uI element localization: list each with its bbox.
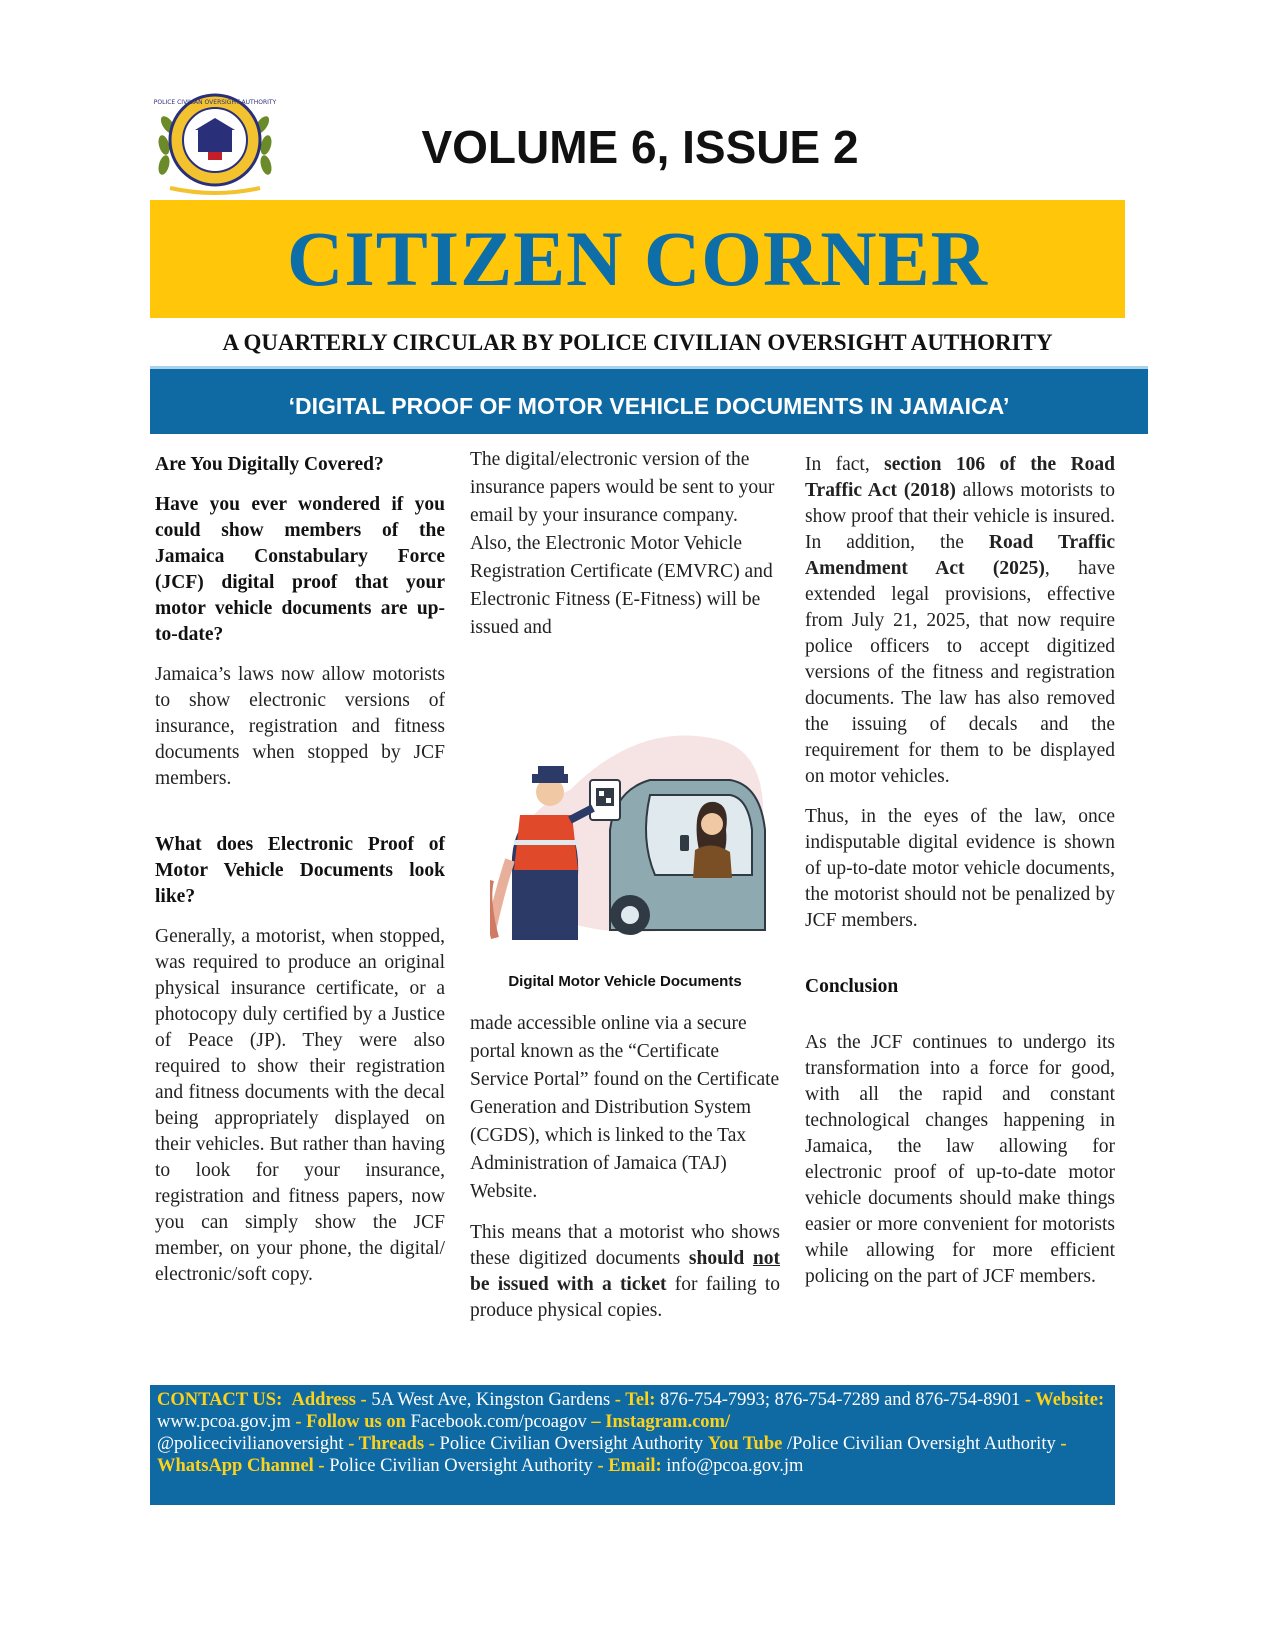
text-not: not: [752, 1248, 780, 1269]
contact-footer: [150, 1385, 1115, 1505]
follow-label: - Follow us on: [295, 1412, 406, 1432]
whatsapp-label: - WhatsApp Channel -: [157, 1434, 1067, 1476]
heading-what-does-proof-look-like: What does Electronic Proof of Motor Vehicle Documents look like?: [155, 834, 445, 907]
newsletter-title: CITIZEN CORNER: [287, 215, 988, 302]
email-link[interactable]: info@pcoa.gov.jm: [661, 1456, 804, 1476]
pcoa-logo: [150, 90, 280, 200]
column-2-continued: [470, 1010, 780, 1324]
title-banner: [150, 200, 1125, 318]
column-1: [155, 452, 445, 1288]
volume-issue: VOLUME 6, ISSUE 2: [421, 121, 859, 173]
threads-label: - Threads -: [348, 1434, 435, 1454]
paragraph-thus: Thus, in the eyes of the law, once indisputable digital evidence is shown of up-to-date motor vehicle documents, the motorist should not be penalized by JCF members.: [805, 806, 1115, 931]
text-be-issued-ticket: be issued with a ticket: [470, 1274, 667, 1295]
website-label: - Website:: [1024, 1390, 1105, 1410]
tel-value: 876-754-7993; 876-754-7289 and 876-754-8901: [655, 1390, 1025, 1410]
address-value: 5A West Ave, Kingston Gardens: [366, 1390, 615, 1410]
paragraph-generally: Generally, a motorist, when stopped, was required to produce an original physical insurance certificate, or a photocopy duly certified by a Justice of Peace (JP). They were also required to show their registration and fitness documents with the decal being appropriately displayed on their vehicles. But rather than having to look for your insurance, registration and fitness papers, now you can simply show the JCF member, on your phone, the digital/ electronic/soft copy.: [155, 926, 445, 1285]
paragraph-this-means: [470, 1220, 780, 1324]
paragraph-laws-allow: Jamaica’s laws now allow motorists to show electronic versions of insurance, registration and fitness documents when stopped by JCF members.: [155, 664, 445, 789]
instagram-label: – Instagram.com/: [591, 1412, 731, 1432]
newsletter-subtitle: A QUARTERLY CIRCULAR BY POLICE CIVILIAN OVERSIGHT AUTHORITY: [222, 330, 1053, 355]
contact-label: CONTACT US:: [157, 1390, 283, 1410]
youtube-value: /Police Civilian Oversight Authority: [782, 1434, 1061, 1454]
youtube-label: You Tube: [707, 1434, 783, 1454]
paragraph-conclusion: As the JCF continues to undergo its transformation into a force for good, with all the rapid and constant technological changes happening in Jamaica, the law allowing for electronic proof of up-to-date motor vehicle documents should make things easier or more convenient for motorists while allowing for more efficient policing on the part of JCF members.: [805, 1032, 1115, 1287]
paragraph-digital-version: The digital/electronic version of the insurance papers would be sent to your email by your insurance company. Also, the Electronic Motor Vehicle Registration Certificate (EMVRC) and Electronic Fitness (E-Fitness) will be issued and: [470, 449, 775, 638]
paragraph-in-fact: [805, 452, 1115, 790]
heading-conclusion: Conclusion: [805, 976, 899, 997]
logo-text: POLICE CIVILIAN OVERSIGHT AUTHORITY: [153, 99, 277, 106]
instagram-link[interactable]: @policecivilianoversight: [157, 1434, 349, 1454]
police-motorist-illustration: [490, 700, 775, 940]
figure-caption: Digital Motor Vehicle Documents: [508, 973, 742, 990]
heading-have-you-wondered: Have you ever wondered if you could show members of the Jamaica Constabulary Force (JCF) digital proof that your motor vehicle documents are up-to-date?: [155, 494, 445, 645]
address-label: Address -: [291, 1390, 367, 1410]
website-link[interactable]: www.pcoa.gov.jm: [157, 1412, 296, 1432]
column-3: [805, 452, 1115, 1290]
text-allows-motorists: allows motorists to show proof that their vehicle is insured. In addition, the: [805, 480, 1116, 553]
headline-bar: [150, 366, 1148, 434]
column-2: [470, 446, 780, 642]
paragraph-made-accessible: made accessible online via a secure portal known as the “Certificate Service Portal” found on the Certificate Generation and Distribution System (CGDS), which is linked to the Tax Administration of Jamaica (TAJ) Website.: [470, 1013, 780, 1202]
text-section-106: section 106 of the Road Traffic Act (2018): [805, 454, 1115, 501]
facebook-link[interactable]: Facebook.com/pcoagov: [405, 1412, 592, 1432]
text-should: should: [688, 1248, 753, 1269]
whatsapp-value: Police Civilian Oversight Authority: [324, 1456, 598, 1476]
text-this-means: This means that a motorist who shows these digitized documents: [470, 1222, 780, 1269]
tel-label: - Tel:: [614, 1390, 656, 1410]
email-label: - Email:: [597, 1456, 662, 1476]
heading-digitally-covered: Are You Digitally Covered?: [155, 454, 384, 475]
text-extended-provisions: , have extended legal provisions, effective from July 21, 2025, that now require police officers to accept digitized versions of the fitness and registration documents. The law has also removed the issuing of decals and the requirement for them to be displayed on motor vehicles.: [805, 558, 1115, 787]
text-in-fact: In fact,: [805, 454, 885, 475]
article-headline: ‘DIGITAL PROOF OF MOTOR VEHICLE DOCUMENTS IN JAMAICA’: [288, 393, 1010, 419]
threads-value: Police Civilian Oversight Authority: [434, 1434, 708, 1454]
text-for-failing: for failing to produce physical copies.: [470, 1274, 780, 1321]
text-amendment-act: Road Traffic Amendment Act (2025): [805, 532, 1115, 579]
